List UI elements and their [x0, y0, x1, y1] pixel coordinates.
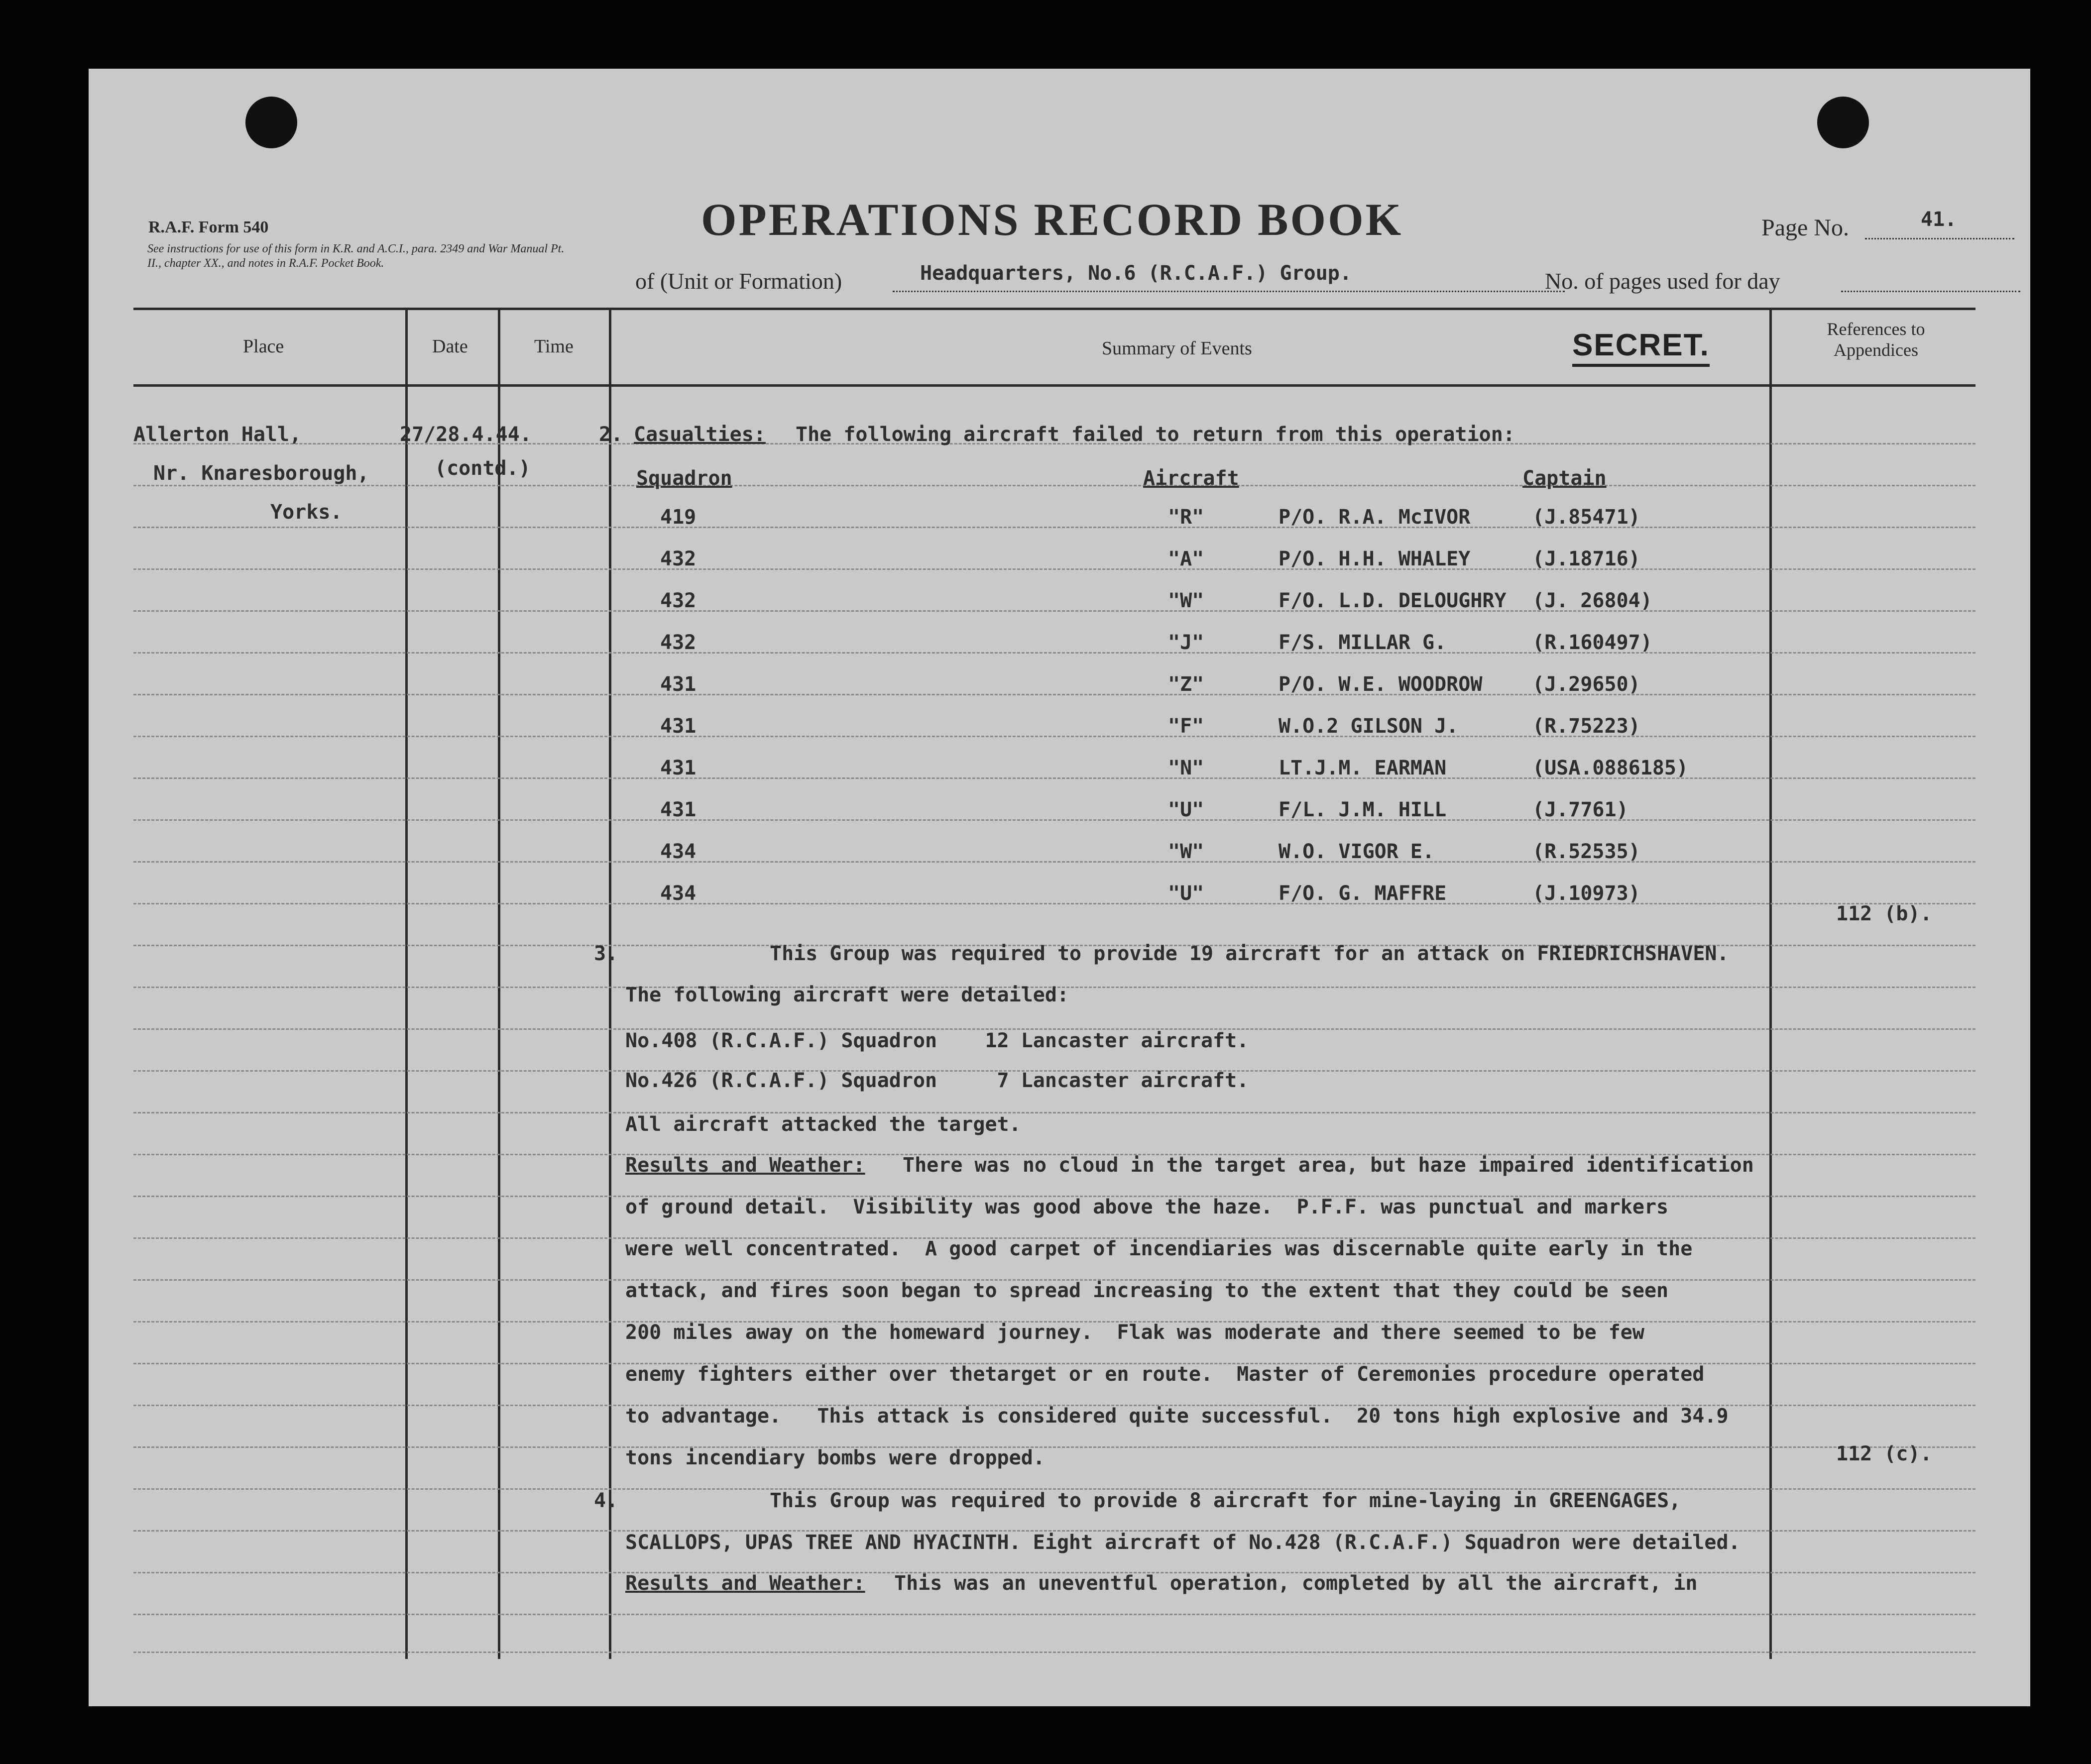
- col-label-squadron: Squadron: [636, 467, 732, 490]
- item-2-number: 2.: [599, 423, 623, 446]
- col-divider-place: [405, 308, 408, 1659]
- casualty-captain: W.O.2 GILSON J.: [1278, 715, 1459, 738]
- page-number-label: Page No.: [1761, 215, 1849, 241]
- secret-stamp: SECRET.: [1572, 328, 1710, 367]
- casualty-aircraft: "J": [1168, 631, 1204, 654]
- casualty-aircraft: "U": [1168, 882, 1204, 905]
- casualty-squadron: 434: [660, 882, 697, 905]
- casualty-squadron: 431: [660, 757, 697, 779]
- casualty-captain: F/L. J.M. HILL: [1278, 798, 1447, 821]
- col-divider-date: [498, 308, 500, 1659]
- casualty-service-number: (J. 26804): [1532, 589, 1652, 612]
- unit-label: of (Unit or Formation): [635, 268, 842, 294]
- casualty-squadron: 432: [660, 631, 697, 654]
- casualty-squadron: 432: [660, 548, 697, 570]
- unit-value: Headquarters, No.6 (R.C.A.F.) Group.: [920, 262, 1352, 285]
- page-number-dots: [1865, 238, 2014, 239]
- binder-hole-right: [1817, 97, 1869, 148]
- casualty-service-number: (J.85471): [1532, 506, 1640, 529]
- casualties-intro: The following aircraft failed to return from this operation:: [796, 423, 1515, 446]
- casualty-squadron: 431: [660, 798, 697, 821]
- col-header-summary: Summary of Events: [1102, 338, 1252, 359]
- date-line-1: 27/28.4.44.: [400, 423, 532, 446]
- item-3-body-line: attack, and fires soon began to spread increasing to the extent that they could be seen: [625, 1279, 1669, 1302]
- col-label-aircraft: Aircraft: [1143, 467, 1239, 490]
- casualty-aircraft: "A": [1168, 548, 1204, 570]
- record-sheet: [89, 69, 2030, 1706]
- casualty-captain: LT.J.M. EARMAN: [1278, 757, 1447, 779]
- casualty-squadron: 434: [660, 840, 697, 863]
- item-3-appendix-ref: 112 (c).: [1836, 1442, 1932, 1465]
- item-4-line-1: This Group was required to provide 8 aircraft for mine-laying in GREENGAGES,: [770, 1489, 1681, 1512]
- item-3-body-line: tons incendiary bombs were dropped.: [625, 1446, 1045, 1469]
- item-3-line-3: All aircraft attacked the target.: [625, 1113, 1021, 1136]
- casualty-aircraft: "W": [1168, 589, 1204, 612]
- casualty-captain: P/O. W.E. WOODROW: [1278, 673, 1483, 696]
- date-line-2: (contd.): [435, 457, 531, 480]
- casualty-captain: P/O. R.A. McIVOR: [1278, 506, 1471, 529]
- item-3-line-2: The following aircraft were detailed:: [625, 984, 1069, 1006]
- casualties-appendix-ref: 112 (b).: [1836, 902, 1932, 925]
- casualty-service-number: (USA.0886185): [1532, 757, 1689, 779]
- item-3-squadron-2: No.426 (R.C.A.F.) Squadron 7 Lancaster aircraft.: [625, 1069, 1249, 1092]
- page-number-value: 41.: [1921, 208, 1957, 231]
- casualty-service-number: (R.75223): [1532, 715, 1640, 738]
- casualty-aircraft: "F": [1168, 715, 1204, 738]
- casualty-service-number: (J.10973): [1532, 882, 1640, 905]
- col-header-date: Date: [432, 336, 468, 357]
- item-3-line-1: This Group was required to provide 19 aircraft for an attack on FRIEDRICHSHAVEN.: [770, 942, 1729, 965]
- casualties-heading: Casualties:: [634, 423, 766, 446]
- item-3-body-line: 200 miles away on the homeward journey. Flak was moderate and there seemed to be few: [625, 1321, 1644, 1344]
- pages-used-label: No. of pages used for day: [1545, 268, 1780, 294]
- item-3-body-line: were well concentrated. A good carpet of incendiaries was discernable quite early in the: [625, 1237, 1693, 1260]
- casualty-aircraft: "W": [1168, 840, 1204, 863]
- col-header-references: References to Appendices: [1827, 319, 1925, 360]
- casualty-aircraft: "N": [1168, 757, 1204, 779]
- page-title: OPERATIONS RECORD BOOK: [701, 194, 1403, 245]
- table-top-rule: [133, 308, 1975, 310]
- casualty-captain: F/O. G. MAFFRE: [1278, 882, 1447, 905]
- place-line-2: Nr. Knaresborough,: [153, 462, 369, 485]
- item-3-body-line: to advantage. This attack is considered quite successful. 20 tons high explosive and 34.9: [625, 1405, 1729, 1428]
- col-header-place: Place: [243, 336, 284, 357]
- col-divider-time: [609, 308, 611, 1659]
- binder-hole-left: [245, 97, 297, 148]
- item-3-body-line: of ground detail. Visibility was good above the haze. P.F.F. was punctual and markers: [625, 1196, 1669, 1218]
- form-instructions: See instructions for use of this form in K.R. and A.C.I., para. 2349 and War Manual Pt. II., chapter XX., and notes in R.A.F. Pocket Book.: [147, 242, 565, 270]
- col-header-time: Time: [534, 336, 574, 357]
- item-3-results-label: Results and Weather:: [625, 1154, 865, 1177]
- casualty-service-number: (R.52535): [1532, 840, 1640, 863]
- casualty-captain: F/O. L.D. DELOUGHRY: [1278, 589, 1507, 612]
- casualty-captain: F/S. MILLAR G.: [1278, 631, 1447, 654]
- casualty-service-number: (R.160497): [1532, 631, 1652, 654]
- casualty-squadron: 431: [660, 715, 697, 738]
- pages-used-dots: [1841, 291, 2020, 292]
- casualty-service-number: (J.18716): [1532, 548, 1640, 570]
- item-4-results-text: This was an uneventful operation, completed by all the aircraft, in: [894, 1572, 1698, 1595]
- casualty-aircraft: "R": [1168, 506, 1204, 529]
- item-3-number: 3.: [594, 942, 618, 965]
- casualty-squadron: 432: [660, 589, 697, 612]
- item-3-results-text: There was no cloud in the target area, but haze impaired identification: [903, 1154, 1754, 1177]
- item-3-body-line: enemy fighters either over thetarget or en route. Master of Ceremonies procedure operated: [625, 1363, 1705, 1386]
- casualty-captain: P/O. H.H. WHALEY: [1278, 548, 1471, 570]
- place-line-3: Yorks.: [270, 501, 343, 524]
- casualty-service-number: (J.29650): [1532, 673, 1640, 696]
- col-divider-refs: [1769, 308, 1772, 1659]
- place-line-1: Allerton Hall,: [133, 423, 302, 446]
- item-3-squadron-1: No.408 (R.C.A.F.) Squadron 12 Lancaster aircraft.: [625, 1029, 1249, 1052]
- item-4-line-2: SCALLOPS, UPAS TREE AND HYACINTH. Eight aircraft of No.428 (R.C.A.F.) Squadron were detailed.: [625, 1531, 1741, 1554]
- casualty-squadron: 431: [660, 673, 697, 696]
- item-4-number: 4.: [594, 1489, 618, 1512]
- header-bottom-rule: [133, 384, 1975, 387]
- item-4-results-label: Results and Weather:: [625, 1572, 865, 1595]
- form-number: R.A.F. Form 540: [148, 218, 269, 236]
- unit-dots: [893, 291, 1565, 292]
- casualty-aircraft: "U": [1168, 798, 1204, 821]
- casualty-service-number: (J.7761): [1532, 798, 1628, 821]
- col-label-captain: Captain: [1522, 467, 1607, 490]
- casualty-squadron: 419: [660, 506, 697, 529]
- casualty-aircraft: "Z": [1168, 673, 1204, 696]
- casualty-captain: W.O. VIGOR E.: [1278, 840, 1435, 863]
